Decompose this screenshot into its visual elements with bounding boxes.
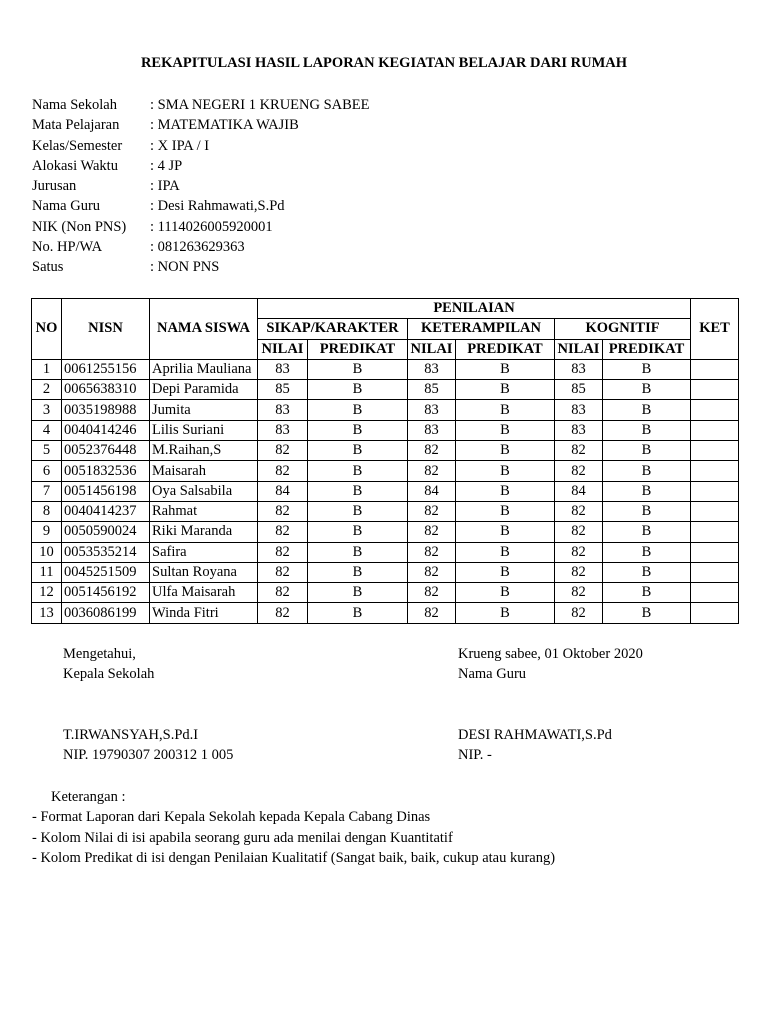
cell-cognitive-grade: B — [603, 583, 691, 603]
cell-nisn: 0053535214 — [62, 542, 150, 562]
cell-student-name: M.Raihan,S — [150, 441, 258, 461]
cell-skills-score: 83 — [408, 359, 456, 379]
header-nilai: NILAI — [258, 339, 308, 359]
info-row-status — [32, 257, 370, 277]
table-row — [32, 562, 739, 582]
cell-attitude-grade: B — [308, 603, 408, 623]
cell-no: 4 — [32, 420, 62, 440]
info-value: : 4 JP — [150, 157, 183, 174]
cell-ket — [691, 481, 739, 501]
cell-ket — [691, 603, 739, 623]
cell-attitude-score: 85 — [258, 380, 308, 400]
header-predikat: PREDIKAT — [308, 339, 408, 359]
cell-skills-score: 83 — [408, 420, 456, 440]
cell-student-name: Lilis Suriani — [150, 420, 258, 440]
table-row — [32, 542, 739, 562]
cell-ket — [691, 359, 739, 379]
table-row — [32, 481, 739, 501]
cell-ket — [691, 420, 739, 440]
cell-cognitive-score: 82 — [555, 461, 603, 481]
table-row — [32, 400, 739, 420]
header-nilai: NILAI — [408, 339, 456, 359]
cell-student-name: Rahmat — [150, 501, 258, 521]
cell-nisn: 0036086199 — [62, 603, 150, 623]
cell-attitude-score: 84 — [258, 481, 308, 501]
cell-skills-grade: B — [456, 501, 555, 521]
cell-cognitive-score: 82 — [555, 441, 603, 461]
cell-skills-score: 82 — [408, 461, 456, 481]
table-row — [32, 380, 739, 400]
sig-left-line2: Kepala Sekolah — [63, 666, 155, 683]
info-label: NIK (Non PNS) — [32, 218, 127, 235]
cell-skills-grade: B — [456, 441, 555, 461]
info-label: Satus — [32, 259, 64, 276]
cell-skills-grade: B — [456, 420, 555, 440]
header-predikat: PREDIKAT — [603, 339, 691, 359]
cell-cognitive-grade: B — [603, 603, 691, 623]
cell-ket — [691, 441, 739, 461]
cell-skills-grade: B — [456, 481, 555, 501]
cell-nisn: 0040414237 — [62, 501, 150, 521]
info-row-class — [32, 136, 370, 156]
cell-ket — [691, 522, 739, 542]
cell-skills-grade: B — [456, 603, 555, 623]
header-cognitive: KOGNITIF — [555, 319, 691, 339]
cell-cognitive-grade: B — [603, 359, 691, 379]
cell-ket — [691, 400, 739, 420]
cell-skills-score: 82 — [408, 441, 456, 461]
cell-nisn: 0035198988 — [62, 400, 150, 420]
cell-no: 11 — [32, 562, 62, 582]
info-value: : MATEMATIKA WAJIB — [150, 117, 299, 134]
info-row-time — [32, 156, 370, 176]
cell-cognitive-score: 82 — [555, 583, 603, 603]
header-no: NO — [32, 299, 62, 360]
cell-student-name: Depi Paramida — [150, 380, 258, 400]
school-info — [32, 95, 370, 278]
cell-cognitive-score: 84 — [555, 481, 603, 501]
table-row — [32, 420, 739, 440]
header-predikat: PREDIKAT — [456, 339, 555, 359]
info-label: Mata Pelajaran — [32, 117, 120, 134]
cell-nisn: 0052376448 — [62, 441, 150, 461]
cell-skills-grade: B — [456, 380, 555, 400]
cell-no: 1 — [32, 359, 62, 379]
cell-attitude-grade: B — [308, 522, 408, 542]
cell-attitude-grade: B — [308, 501, 408, 521]
info-value: : NON PNS — [150, 259, 220, 276]
cell-attitude-score: 83 — [258, 359, 308, 379]
cell-attitude-grade: B — [308, 400, 408, 420]
cell-attitude-grade: B — [308, 461, 408, 481]
cell-ket — [691, 562, 739, 582]
cell-cognitive-grade: B — [603, 501, 691, 521]
cell-attitude-score: 82 — [258, 562, 308, 582]
cell-cognitive-score: 83 — [555, 359, 603, 379]
cell-attitude-score: 83 — [258, 420, 308, 440]
cell-nisn: 0051456198 — [62, 481, 150, 501]
cell-skills-grade: B — [456, 461, 555, 481]
signature-principal — [63, 644, 233, 766]
cell-cognitive-grade: B — [603, 461, 691, 481]
notes-heading: Keterangan : — [51, 789, 126, 805]
cell-attitude-score: 82 — [258, 583, 308, 603]
note-item: - Kolom Predikat di isi dengan Penilaian Kualitatif (Sangat baik, baik, cukup atau kurang) — [32, 849, 556, 866]
cell-skills-score: 82 — [408, 562, 456, 582]
cell-skills-score: 82 — [408, 603, 456, 623]
cell-student-name: Safira — [150, 542, 258, 562]
cell-attitude-score: 82 — [258, 501, 308, 521]
table-row — [32, 441, 739, 461]
info-value: : 1114026005920001 — [150, 218, 273, 235]
info-value: : 081263629363 — [150, 239, 245, 256]
cell-cognitive-score: 82 — [555, 542, 603, 562]
cell-student-name: Sultan Royana — [150, 562, 258, 582]
cell-student-name: Ulfa Maisarah — [150, 583, 258, 603]
cell-no: 3 — [32, 400, 62, 420]
cell-skills-score: 83 — [408, 400, 456, 420]
cell-attitude-grade: B — [308, 380, 408, 400]
info-label: Nama Guru — [32, 198, 101, 215]
cell-student-name: Winda Fitri — [150, 603, 258, 623]
table-row — [32, 359, 739, 379]
cell-nisn: 0065638310 — [62, 380, 150, 400]
cell-skills-grade: B — [456, 562, 555, 582]
cell-nisn: 0051456192 — [62, 583, 150, 603]
cell-no: 5 — [32, 441, 62, 461]
grades-table — [31, 298, 739, 624]
info-label: Jurusan — [32, 178, 77, 195]
cell-no: 13 — [32, 603, 62, 623]
cell-no: 10 — [32, 542, 62, 562]
sig-left-line1: Mengetahui, — [63, 646, 136, 662]
cell-skills-grade: B — [456, 522, 555, 542]
cell-attitude-grade: B — [308, 359, 408, 379]
info-label: Kelas/Semester — [32, 137, 123, 154]
info-row-phone — [32, 237, 370, 257]
info-row-school — [32, 95, 370, 115]
cell-nisn: 0040414246 — [62, 420, 150, 440]
cell-cognitive-score: 85 — [555, 380, 603, 400]
sig-left-name: T.IRWANSYAH,S.Pd.I — [63, 727, 199, 744]
info-value: : IPA — [150, 178, 180, 195]
cell-skills-score: 82 — [408, 522, 456, 542]
sig-right-line2: Nama Guru — [458, 666, 527, 683]
cell-attitude-score: 82 — [258, 542, 308, 562]
info-value: : X IPA / I — [150, 137, 210, 154]
cell-skills-score: 82 — [408, 583, 456, 603]
cell-nisn: 0045251509 — [62, 562, 150, 582]
cell-attitude-grade: B — [308, 562, 408, 582]
cell-student-name: Maisarah — [150, 461, 258, 481]
cell-attitude-grade: B — [308, 583, 408, 603]
table-row — [32, 603, 739, 623]
cell-cognitive-grade: B — [603, 522, 691, 542]
cell-cognitive-score: 82 — [555, 603, 603, 623]
header-attitude: SIKAP/KARAKTER — [258, 319, 408, 339]
note-item: - Kolom Nilai di isi apabila seorang guru ada menilai dengan Kuantitatif — [32, 829, 453, 846]
cell-cognitive-grade: B — [603, 542, 691, 562]
info-label: No. HP/WA — [32, 239, 103, 256]
sig-right-name: DESI RAHMAWATI,S.Pd — [458, 727, 612, 744]
info-row-nik — [32, 217, 370, 237]
cell-no: 6 — [32, 461, 62, 481]
cell-student-name: Riki Maranda — [150, 522, 258, 542]
info-label: Nama Sekolah — [32, 97, 117, 113]
table-row — [32, 501, 739, 521]
note-item: - Format Laporan dari Kepala Sekolah kepada Kepala Cabang Dinas — [32, 809, 431, 826]
sig-right-line1: Krueng sabee, 01 Oktober 2020 — [458, 646, 643, 662]
info-value: : Desi Rahmawati,S.Pd — [150, 198, 285, 215]
cell-cognitive-grade: B — [603, 562, 691, 582]
cell-cognitive-score: 83 — [555, 420, 603, 440]
cell-skills-grade: B — [456, 542, 555, 562]
sig-right-nip: NIP. - — [458, 747, 492, 764]
cell-skills-grade: B — [456, 400, 555, 420]
document-title: REKAPITULASI HASIL LAPORAN KEGIATAN BELAJAR DARI RUMAH — [140, 55, 628, 71]
cell-student-name: Jumita — [150, 400, 258, 420]
cell-skills-grade: B — [456, 359, 555, 379]
sig-left-nip: NIP. 19790307 200312 1 005 — [63, 747, 234, 764]
cell-cognitive-score: 82 — [555, 562, 603, 582]
cell-ket — [691, 542, 739, 562]
cell-no: 8 — [32, 501, 62, 521]
info-row-major — [32, 176, 370, 196]
cell-attitude-score: 82 — [258, 522, 308, 542]
cell-skills-grade: B — [456, 583, 555, 603]
cell-attitude-grade: B — [308, 481, 408, 501]
table-row — [32, 461, 739, 481]
info-row-subject — [32, 115, 370, 135]
notes — [32, 787, 555, 868]
cell-attitude-score: 83 — [258, 400, 308, 420]
cell-nisn: 0061255156 — [62, 359, 150, 379]
cell-student-name: Aprilia Mauliana — [150, 359, 258, 379]
cell-nisn: 0051832536 — [62, 461, 150, 481]
cell-student-name: Oya Salsabila — [150, 481, 258, 501]
table-row — [32, 522, 739, 542]
header-nisn: NISN — [62, 299, 150, 360]
cell-attitude-grade: B — [308, 441, 408, 461]
cell-cognitive-grade: B — [603, 380, 691, 400]
cell-ket — [691, 380, 739, 400]
cell-attitude-score: 82 — [258, 603, 308, 623]
cell-no: 12 — [32, 583, 62, 603]
header-nilai: NILAI — [555, 339, 603, 359]
cell-attitude-score: 82 — [258, 441, 308, 461]
cell-cognitive-score: 83 — [555, 400, 603, 420]
signature-teacher — [458, 644, 643, 766]
cell-no: 9 — [32, 522, 62, 542]
cell-cognitive-grade: B — [603, 400, 691, 420]
cell-ket — [691, 501, 739, 521]
table-body — [32, 359, 739, 623]
cell-skills-score: 82 — [408, 501, 456, 521]
cell-cognitive-grade: B — [603, 481, 691, 501]
cell-no: 7 — [32, 481, 62, 501]
cell-cognitive-score: 82 — [555, 522, 603, 542]
cell-no: 2 — [32, 380, 62, 400]
header-student-name: NAMA SISWA — [150, 299, 258, 360]
cell-attitude-grade: B — [308, 420, 408, 440]
header-skills: KETERAMPILAN — [408, 319, 555, 339]
cell-skills-score: 82 — [408, 542, 456, 562]
cell-attitude-score: 82 — [258, 461, 308, 481]
cell-ket — [691, 461, 739, 481]
info-value: : SMA NEGERI 1 KRUENG SABEE — [150, 97, 370, 113]
header-ket: KET — [691, 299, 739, 360]
cell-ket — [691, 583, 739, 603]
cell-cognitive-score: 82 — [555, 501, 603, 521]
cell-cognitive-grade: B — [603, 420, 691, 440]
header-assessment: PENILAIAN — [258, 299, 691, 319]
cell-skills-score: 84 — [408, 481, 456, 501]
info-row-teacher — [32, 196, 370, 216]
table-row — [32, 583, 739, 603]
cell-attitude-grade: B — [308, 542, 408, 562]
cell-nisn: 0050590024 — [62, 522, 150, 542]
info-label: Alokasi Waktu — [32, 157, 118, 174]
cell-skills-score: 85 — [408, 380, 456, 400]
cell-cognitive-grade: B — [603, 441, 691, 461]
